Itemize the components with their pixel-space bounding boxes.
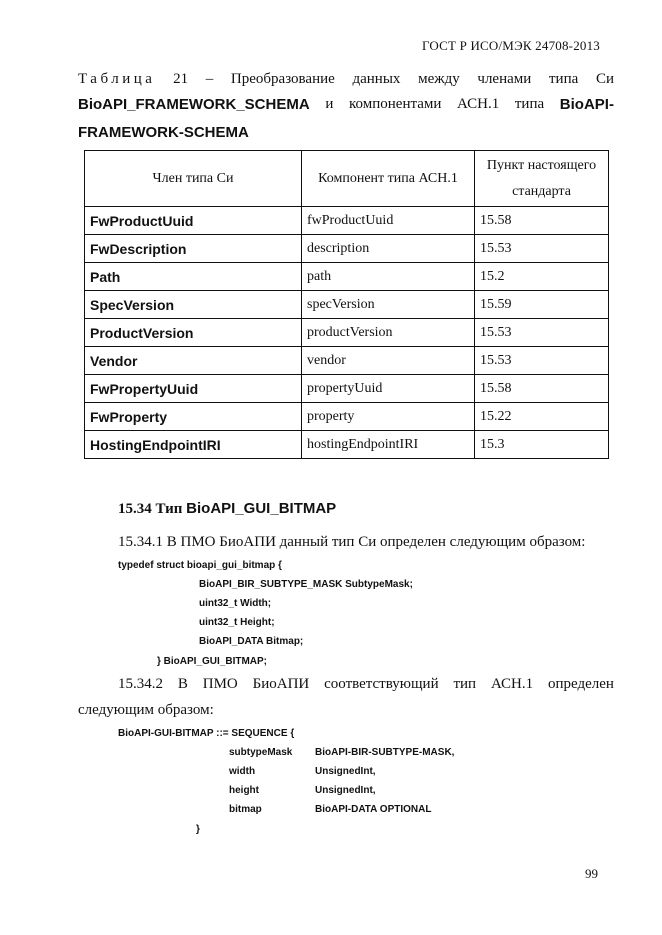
- caption-word: компонентами: [349, 96, 442, 112]
- c-code-line: BioAPI_DATA Bitmap;: [199, 636, 304, 647]
- asn-component-cell: productVersion: [302, 319, 475, 347]
- caption-word: данных: [352, 71, 401, 87]
- column-header-clause-line2: стандарта: [512, 183, 571, 199]
- c-member-cell: Path: [85, 263, 302, 291]
- c-code-line: uint32_t Width;: [199, 598, 272, 609]
- para-word: АСН.1: [490, 676, 534, 692]
- asn-component-cell: hostingEndpointIRI: [302, 431, 475, 459]
- caption-number: 21: [173, 71, 189, 87]
- para-word: В: [177, 676, 188, 692]
- section-number: 15.34: [118, 501, 152, 517]
- section-heading: [118, 500, 336, 518]
- clause-cell: 15.58: [475, 207, 609, 235]
- c-member-cell: FwDescription: [85, 235, 302, 263]
- asn-field-name: height: [229, 785, 259, 796]
- asn-code-close: }: [196, 824, 200, 835]
- clause-cell: 15.3: [475, 431, 609, 459]
- c-member-cell: Vendor: [85, 347, 302, 375]
- asn-field-type: UnsignedInt,: [315, 766, 376, 777]
- c-member-cell: HostingEndpointIRI: [85, 431, 302, 459]
- table-row: [85, 319, 609, 347]
- table-caption-line-2: [78, 96, 614, 113]
- table-row: [85, 403, 609, 431]
- caption-struct-name: BioAPI_FRAMEWORK_SCHEMA: [78, 96, 310, 113]
- asn-component-cell: specVersion: [302, 291, 475, 319]
- caption-word: и: [325, 96, 334, 112]
- para-word: тип: [453, 676, 477, 692]
- c-code-line: } BioAPI_GUI_BITMAP;: [157, 656, 268, 667]
- caption-asn-name-part2: FRAMEWORK-SCHEMA: [78, 124, 249, 141]
- asn-code-open: BioAPI-GUI-BITMAP ::= SEQUENCE {: [118, 728, 295, 739]
- section-type-name: BioAPI_GUI_BITMAP: [186, 500, 337, 517]
- table-header-row: [85, 151, 609, 207]
- asn-component-cell: propertyUuid: [302, 375, 475, 403]
- caption-word: между: [418, 71, 460, 87]
- clause-cell: 15.53: [475, 235, 609, 263]
- caption-word: Преобразование: [230, 71, 335, 87]
- asn-field-name: subtypeMask: [229, 747, 293, 758]
- clause-cell: 15.59: [475, 291, 609, 319]
- clause-cell: 15.53: [475, 319, 609, 347]
- table-row: [85, 431, 609, 459]
- table-caption-line-1: [78, 71, 614, 88]
- caption-word: типа: [548, 71, 579, 87]
- paragraph-15-34-2-line-1: [118, 676, 614, 693]
- c-member-cell: ProductVersion: [85, 319, 302, 347]
- asn-component-cell: path: [302, 263, 475, 291]
- table-row: [85, 235, 609, 263]
- caption-word: типа: [514, 96, 545, 112]
- para-word: определен: [548, 676, 614, 692]
- page-number: 99: [585, 866, 598, 881]
- table-row: [85, 375, 609, 403]
- c-member-cell: FwProductUuid: [85, 207, 302, 235]
- c-member-cell: SpecVersion: [85, 291, 302, 319]
- c-code-line: uint32_t Height;: [199, 617, 275, 628]
- para-word: соответствующий: [324, 676, 439, 692]
- asn-component-cell: fwProductUuid: [302, 207, 475, 235]
- clause-cell: 15.58: [475, 375, 609, 403]
- caption-word: АСН.1: [457, 96, 500, 112]
- c-member-cell: FwPropertyUuid: [85, 375, 302, 403]
- para-word: БиоАПИ: [252, 676, 310, 692]
- paragraph-15-34-1: 15.34.1 В ПМО БиоАПИ данный тип Си определен следующим образом:: [118, 534, 586, 550]
- paragraph-15-34-2-line-2: следующим образом:: [78, 702, 214, 718]
- c-member-cell: FwProperty: [85, 403, 302, 431]
- c-code-line: typedef struct bioapi_gui_bitmap {: [118, 560, 282, 571]
- document-header: ГОСТ Р ИСО/МЭК 24708-2013: [421, 38, 600, 53]
- asn-component-cell: vendor: [302, 347, 475, 375]
- caption-label: Таблица: [78, 71, 156, 87]
- asn-field-type: BioAPI-BIR-SUBTYPE-MASK,: [315, 747, 455, 758]
- asn-field-name: bitmap: [229, 804, 262, 815]
- caption-word: членами: [477, 71, 532, 87]
- table-row: [85, 263, 609, 291]
- caption-word: Си: [595, 71, 614, 87]
- table-row: [85, 207, 609, 235]
- asn-field-type: UnsignedInt,: [315, 785, 376, 796]
- caption-dash: –: [205, 71, 214, 87]
- table-row: [85, 347, 609, 375]
- column-header-clause: [475, 151, 609, 207]
- column-header-c-member: Член типа Си: [85, 151, 302, 207]
- asn-component-cell: description: [302, 235, 475, 263]
- c-code-line: BioAPI_BIR_SUBTYPE_MASK SubtypeMask;: [199, 579, 413, 590]
- clause-cell: 15.53: [475, 347, 609, 375]
- clause-cell: 15.2: [475, 263, 609, 291]
- column-header-clause-line1: Пункт настоящего: [486, 157, 597, 173]
- para-word: ПМО: [202, 676, 238, 692]
- clause-cell: 15.22: [475, 403, 609, 431]
- asn-component-cell: property: [302, 403, 475, 431]
- mapping-table: [84, 150, 609, 459]
- section-prefix: Тип: [155, 501, 183, 517]
- asn-field-type: BioAPI-DATA OPTIONAL: [315, 804, 432, 815]
- para-word: 15.34.2: [118, 676, 163, 692]
- table-row: [85, 291, 609, 319]
- caption-asn-name-part1: BioAPI-: [559, 96, 614, 113]
- column-header-asn-component: Компонент типа АСН.1: [302, 151, 475, 207]
- asn-field-name: width: [229, 766, 256, 777]
